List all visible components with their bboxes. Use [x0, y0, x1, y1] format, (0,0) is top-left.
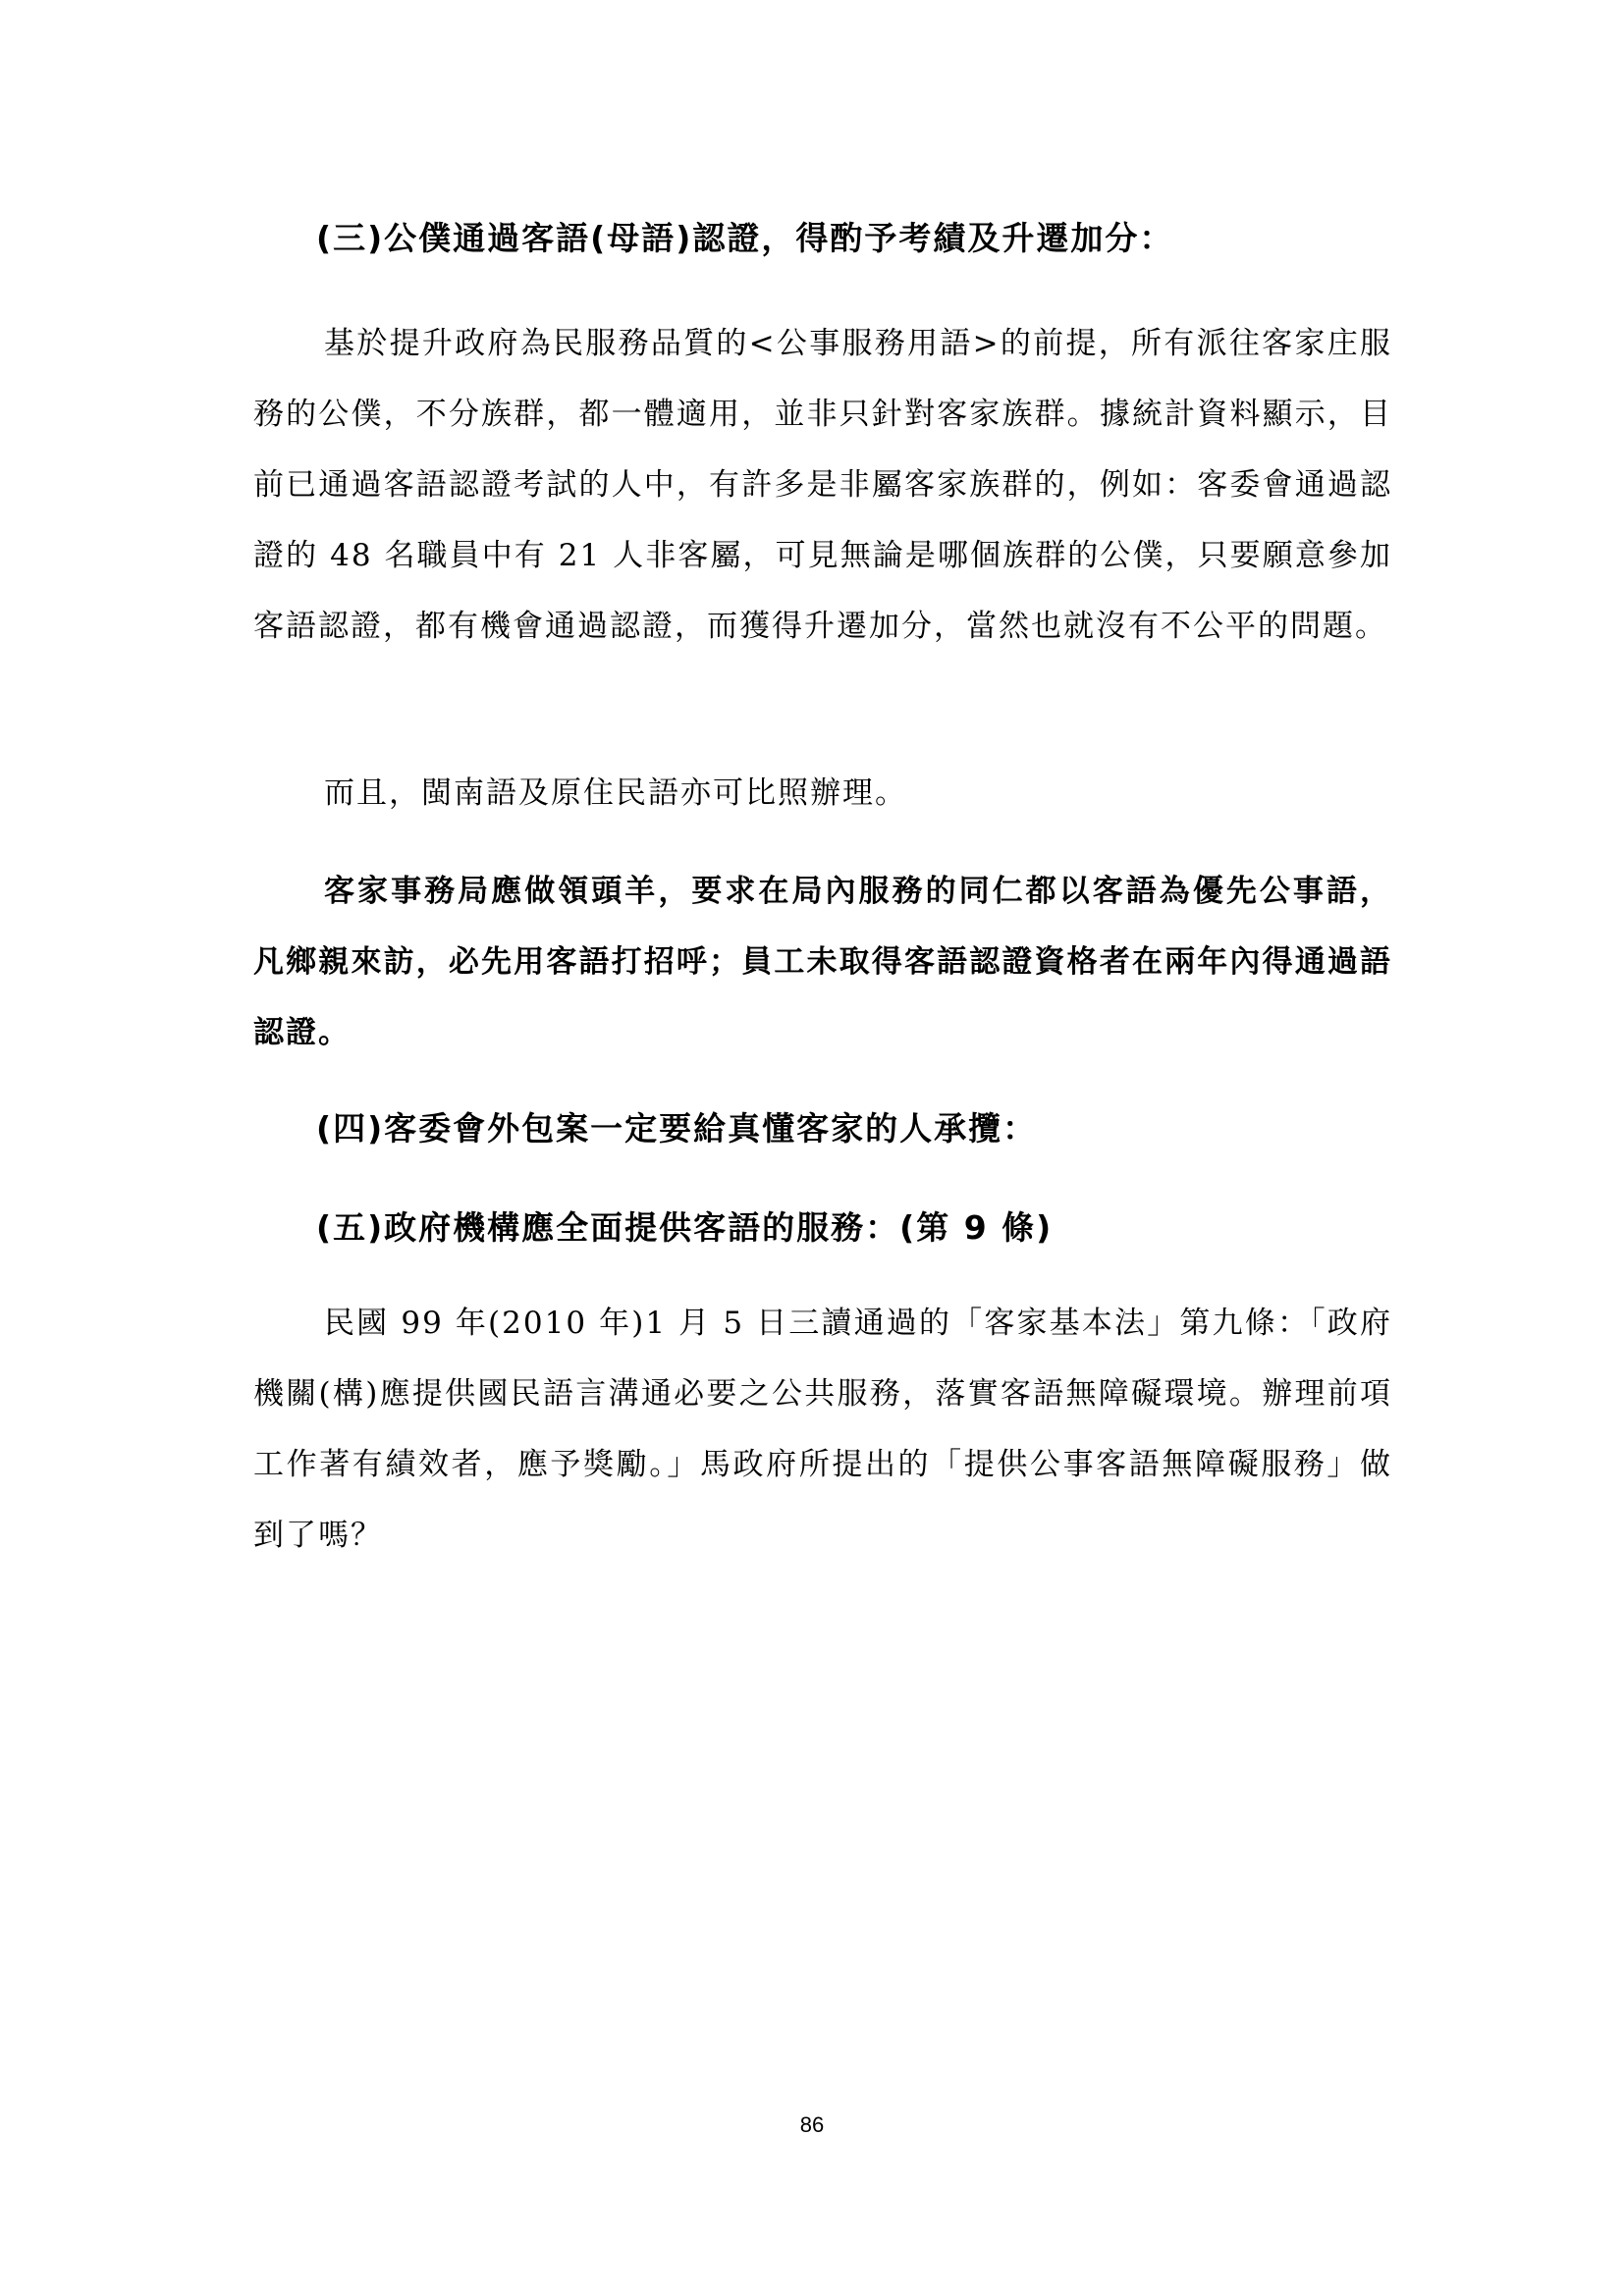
paragraph-certification-stats: 基於提升政府為民服務品質的<公事服務用語>的前提，所有派往客家庄服務的公僕，不分族群，都一體適用，並非只針對客家族群。據統計資料顯示，目前已通過客語認證考試的人中，有許多是非屬客家族群的，例如：客委會通過認證的 48 名職員中有 21 人非客屬，可見無論是哪個族群的公僕，只要願意參加客語認證，都有機會通過認證，而獲得升遷加分，當然也就沒有不公平的問題。 [253, 326, 1392, 644]
paragraph-hakka-affairs-bureau: 客家事務局應做領頭羊，要求在局內服務的同仁都以客語為優先公事語，凡鄉親來訪，必先用客語打招呼；員工未取得客語認證資格者在兩年內得通過語認證。 [253, 874, 1392, 1050]
section-heading-4: (四)客委會外包案一定要給真懂客家的人承攬： [316, 1109, 1038, 1148]
paragraph-hakka-basic-law: 民國 99 年(2010 年)1 月 5 日三讀通過的「客家基本法」第九條：「政府機關(構)應提供國民語言溝通必要之公共服務，落實客語無障礙環境。辦理前項工作著有績效者，應予獎勵。」馬政府所提出的「提供公事客語無障礙服務」做到了嗎？ [253, 1306, 1392, 1553]
section-heading-3: (三)公僕通過客語(母語)認證，得酌予考績及升遷加分： [316, 219, 1174, 257]
paragraph-other-languages: 而且，閩南語及原住民語亦可比照辦理。 [324, 775, 907, 811]
page-number: 86 [799, 2112, 825, 2137]
section-heading-5: (五)政府機構應全面提供客語的服務：(第 9 條) [316, 1208, 1054, 1247]
